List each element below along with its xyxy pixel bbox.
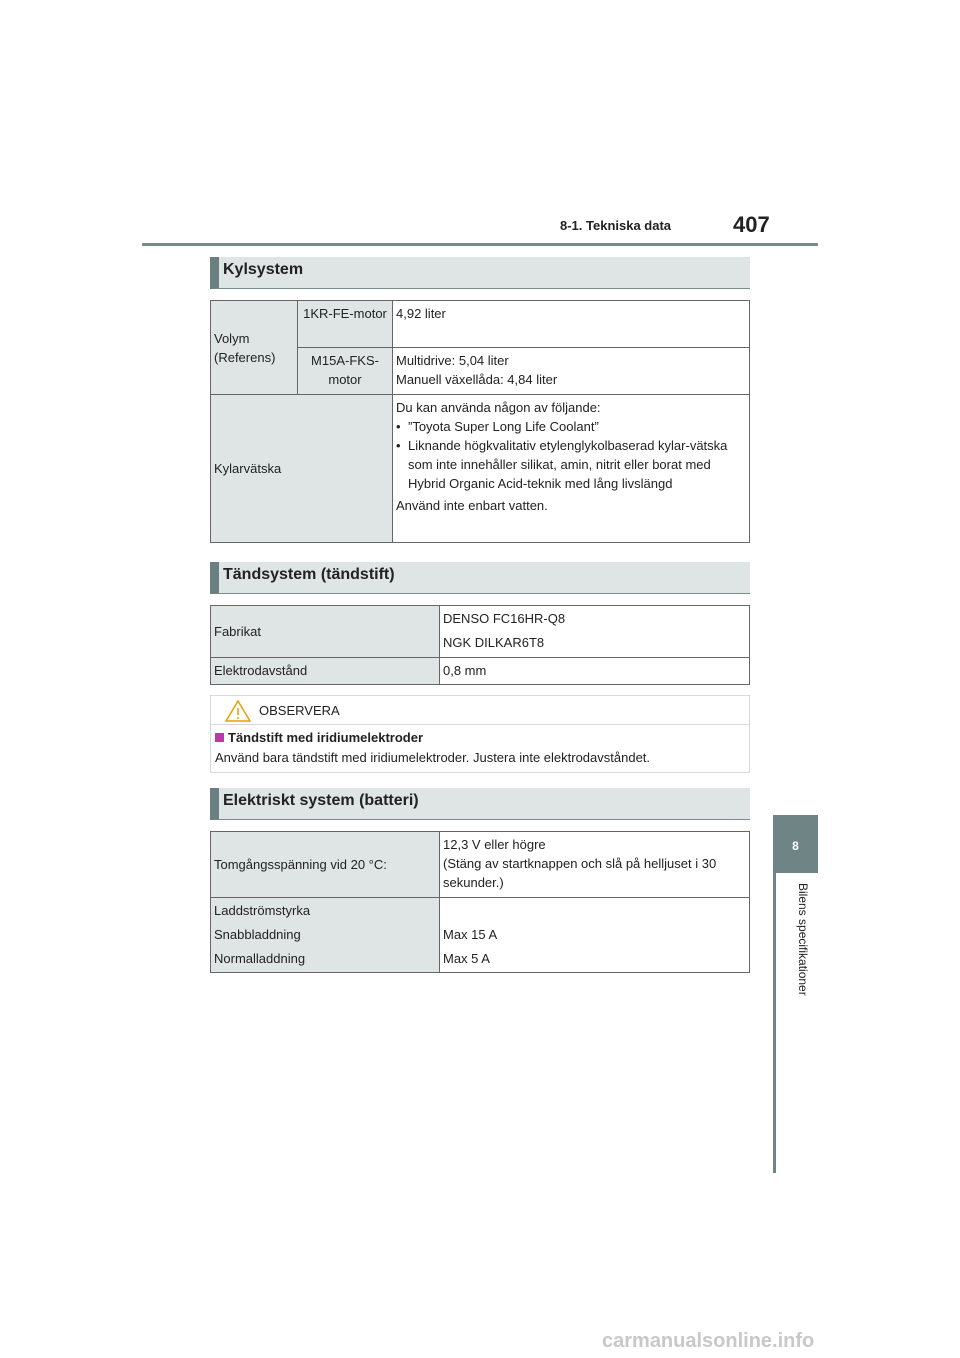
electrical-heading bbox=[210, 788, 750, 820]
caution-text: Använd bara tändstift med iridiumelektroder. Justera inte elektrodavståndet. bbox=[215, 750, 651, 765]
engine2-value-1: Multidrive: 5,04 liter bbox=[396, 353, 509, 368]
engine2-value bbox=[393, 348, 750, 395]
normal-charge-value: Max 5 A bbox=[443, 951, 490, 966]
warning-icon bbox=[225, 700, 251, 722]
idle-voltage-label: Tomgångsspänning vid 20 °C: bbox=[211, 832, 440, 898]
chapter-label: Bilens specifikationer bbox=[796, 883, 810, 996]
coolant-note: Använd inte enbart vatten. bbox=[396, 498, 548, 513]
idle-voltage-value-1: 12,3 V eller högre bbox=[443, 837, 546, 852]
cooling-table bbox=[210, 300, 750, 543]
make-value bbox=[440, 606, 750, 658]
bullet-square-icon bbox=[215, 733, 224, 742]
caution-heading: OBSERVERA bbox=[259, 703, 340, 718]
idle-voltage-value-2: (Stäng av startknappen och slå på helljuset i 30 sekunder.) bbox=[443, 856, 717, 890]
coolant-label: Kylarvätska bbox=[211, 395, 393, 543]
make-value-1: DENSO FC16HR-Q8 bbox=[443, 611, 566, 626]
ignition-heading bbox=[210, 562, 750, 594]
watermark: carmanualsonline.info bbox=[602, 1330, 815, 1352]
coolant-option: • Liknande högkvalitativ etylenglykolbaserad kylar-vätska som inte innehåller silikat, amin, nitrit eller borat med Hybrid Organic Acid-teknik med lång livslängd bbox=[396, 436, 746, 493]
electrical-table bbox=[210, 831, 750, 973]
charging-current-label: Laddströmstyrka bbox=[214, 903, 311, 918]
engine1-label: 1KR-FE-motor bbox=[298, 301, 393, 348]
cooling-heading bbox=[210, 257, 750, 289]
gap-value: 0,8 mm bbox=[440, 658, 750, 685]
ignition-title: Tändsystem (tändstift) bbox=[223, 566, 395, 583]
gap-label: Elektrodavstånd bbox=[211, 658, 440, 685]
fast-charge-label: Snabbladdning bbox=[214, 927, 301, 942]
idle-voltage-value bbox=[440, 832, 750, 898]
engine2-value-2: Manuell växellåda: 4,84 liter bbox=[396, 372, 558, 387]
caution-subheading bbox=[215, 730, 423, 745]
caution-box bbox=[210, 695, 750, 773]
charging-values bbox=[440, 898, 750, 973]
make-label: Fabrikat bbox=[211, 606, 440, 658]
coolant-value bbox=[393, 395, 750, 543]
electrical-title: Elektriskt system (batteri) bbox=[223, 792, 419, 809]
side-rule bbox=[773, 873, 776, 1173]
engine2-label: M15A-FKS-motor bbox=[298, 348, 393, 395]
volume-label: Volym (Referens) bbox=[211, 301, 298, 395]
cooling-title: Kylsystem bbox=[223, 261, 304, 278]
section-title: 8-1. Tekniska data bbox=[560, 218, 672, 233]
make-value-2: NGK DILKAR6T8 bbox=[443, 635, 545, 650]
caution-subheading-text: Tändstift med iridiumelektroder bbox=[228, 730, 424, 745]
coolant-option: • ”Toyota Super Long Life Coolant” bbox=[396, 417, 746, 436]
coolant-intro: Du kan använda någon av följande: bbox=[396, 400, 601, 415]
ignition-table bbox=[210, 605, 750, 685]
chapter-tab[interactable] bbox=[773, 815, 818, 873]
page-number: 407 bbox=[733, 212, 770, 237]
chapter-number: 8 bbox=[792, 839, 799, 853]
normal-charge-label: Normalladdning bbox=[214, 951, 306, 966]
engine1-value: 4,92 liter bbox=[393, 301, 750, 348]
header-rule bbox=[142, 243, 818, 246]
fast-charge-value: Max 15 A bbox=[443, 927, 498, 942]
charging-labels bbox=[211, 898, 440, 973]
